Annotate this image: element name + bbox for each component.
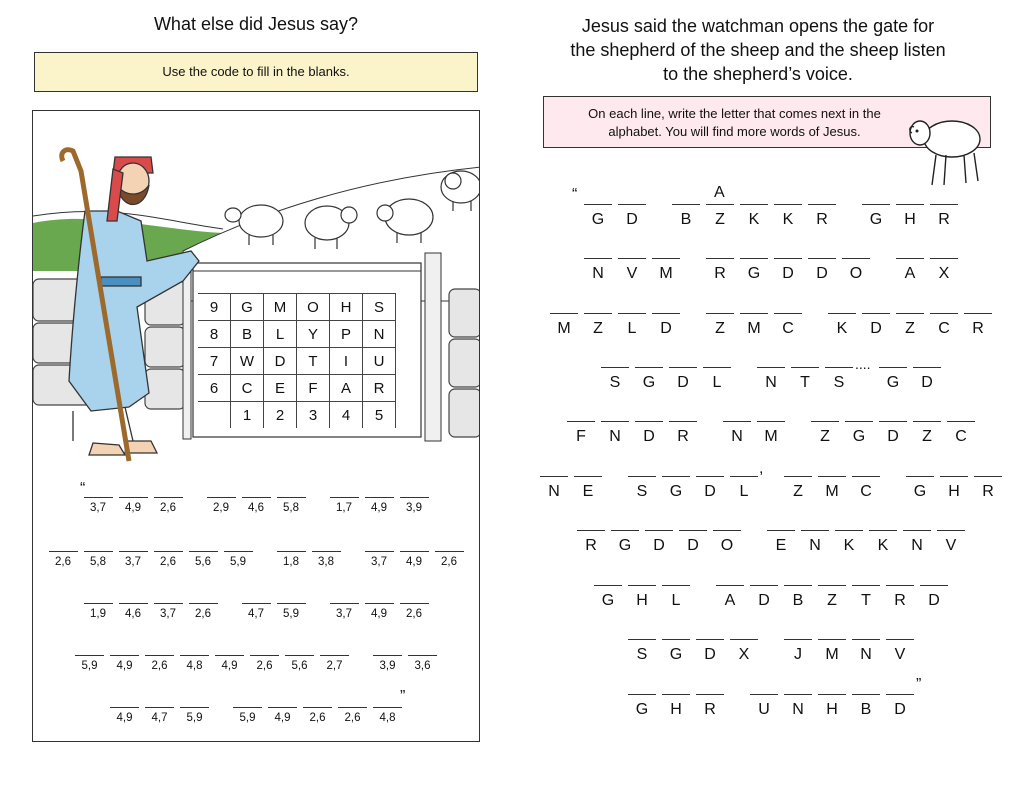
code-grid-cell: U	[363, 348, 396, 375]
letter-blank[interactable]: L	[618, 313, 646, 340]
letter-blank[interactable]: E	[574, 476, 602, 503]
letter-blank[interactable]: O	[713, 530, 741, 557]
letter-blank[interactable]: D	[618, 204, 646, 231]
letter-blank[interactable]: G	[662, 639, 690, 666]
letter-blank[interactable]: V	[937, 530, 965, 557]
letter-blank[interactable]: N	[723, 421, 751, 448]
letter-blank[interactable]: D	[862, 313, 890, 340]
letter-blank[interactable]: D	[808, 258, 836, 285]
letter-blank[interactable]: N	[852, 639, 880, 666]
letter-blank[interactable]: G	[906, 476, 934, 503]
code-grid-cell: L	[264, 321, 297, 348]
code-blank[interactable]: 2,6	[303, 707, 332, 721]
code-blank[interactable]: 4,9	[268, 707, 297, 721]
code-blank[interactable]: 4,9	[365, 497, 394, 511]
letter-blank[interactable]: G	[862, 204, 890, 231]
letter-blank[interactable]: M	[652, 258, 680, 285]
letter-blank[interactable]: G	[662, 476, 690, 503]
letter-blank[interactable]: D	[750, 585, 778, 612]
letter-blank[interactable]: M	[757, 421, 785, 448]
letter-blank[interactable]: X	[930, 258, 958, 285]
letter-blank[interactable]: N	[784, 694, 812, 721]
code-grid-cell: P	[330, 321, 363, 348]
code-blank[interactable]: 3,7	[365, 551, 394, 565]
code-blank[interactable]: 5,6	[189, 551, 218, 565]
letter-blank[interactable]: R	[886, 585, 914, 612]
letter-blank[interactable]: Z	[818, 585, 846, 612]
code-grid-row-label: 7	[198, 348, 231, 375]
letter-blank[interactable]: M	[818, 639, 846, 666]
letter-blank[interactable]: N	[601, 421, 629, 448]
right-instruction-text: On each line, write the letter that comes next in the alphabet. You will find more words of Jesus.	[588, 106, 881, 139]
letter-blank[interactable]: M	[740, 313, 768, 340]
code-blank[interactable]: 2,6	[338, 707, 367, 721]
letter-blank[interactable]: H	[662, 694, 690, 721]
letter-blank[interactable]: D	[920, 585, 948, 612]
letter-blank[interactable]: A	[716, 585, 744, 612]
letter-blank[interactable]: G	[611, 530, 639, 557]
code-grid-row-label: 8	[198, 321, 231, 348]
code-grid-column-label: 1	[231, 402, 264, 429]
letter-blank[interactable]: C	[930, 313, 958, 340]
letter-blank[interactable]: D	[669, 367, 697, 394]
letter-blank[interactable]: E	[767, 530, 795, 557]
code-blank[interactable]: 4,9	[365, 603, 394, 617]
code-blank[interactable]: 1,7	[330, 497, 359, 511]
code-blank[interactable]: 2,7	[320, 655, 349, 669]
letter-blank[interactable]: C	[852, 476, 880, 503]
code-grid-cell: F	[297, 375, 330, 402]
right-title-line-3: to the shepherd’s voice.	[663, 64, 853, 84]
code-blank[interactable]: 4,8	[180, 655, 209, 669]
letter-blank[interactable]: H	[896, 204, 924, 231]
code-blank[interactable]: 5,9	[224, 551, 253, 565]
code-grid-cell: N	[363, 321, 396, 348]
letter-blank[interactable]: D	[913, 367, 941, 394]
code-blank[interactable]: 4,9	[119, 497, 148, 511]
letter-blank[interactable]: N	[801, 530, 829, 557]
right-instruction-box	[543, 96, 991, 148]
letter-blank[interactable]: D	[652, 313, 680, 340]
letter-blank[interactable]: T	[852, 585, 880, 612]
code-blank[interactable]: 4,7	[242, 603, 271, 617]
code-blank[interactable]: 1,9	[84, 603, 113, 617]
code-blank[interactable]: 3,7	[119, 551, 148, 565]
code-blank[interactable]: 4,6	[242, 497, 271, 511]
code-grid-cell: B	[231, 321, 264, 348]
code-grid-row	[198, 321, 396, 348]
code-blank[interactable]: 3,7	[84, 497, 113, 511]
code-grid-corner	[198, 402, 231, 429]
letter-blank[interactable]: D	[774, 258, 802, 285]
letter-blank[interactable]: R	[964, 313, 992, 340]
letter-blank[interactable]: D	[886, 694, 914, 721]
letter-blank[interactable]: A	[896, 258, 924, 285]
code-blank[interactable]: 5,9	[277, 603, 306, 617]
letter-blank[interactable]: Z	[896, 313, 924, 340]
letter-blank[interactable]: R	[696, 694, 724, 721]
code-grid-cell: T	[297, 348, 330, 375]
code-blank[interactable]: 3,7	[154, 603, 183, 617]
ellipsis: ....	[855, 356, 871, 372]
letter-blank[interactable]: M	[818, 476, 846, 503]
open-quote: “	[80, 480, 86, 497]
letter-blank[interactable]: R	[706, 258, 734, 285]
code-grid-row-label: 6	[198, 375, 231, 402]
code-grid-column-labels	[198, 402, 396, 429]
letter-blank[interactable]: G	[628, 694, 656, 721]
letter-blank[interactable]: B	[852, 694, 880, 721]
letter-blank[interactable]: N	[757, 367, 785, 394]
code-blank[interactable]: 4,9	[400, 551, 429, 565]
code-blank[interactable]: 3,9	[400, 497, 429, 511]
right-title-line-2: the shepherd of the sheep and the sheep listen	[570, 40, 946, 60]
code-blank[interactable]: 3,6	[408, 655, 437, 669]
code-blank[interactable]: 2,9	[207, 497, 236, 511]
letter-blank[interactable]: M	[550, 313, 578, 340]
letter-blank[interactable]: Z	[784, 476, 812, 503]
code-blank[interactable]: 3,8	[312, 551, 341, 565]
letter-blank[interactable]: S	[628, 639, 656, 666]
sheep-icon	[906, 105, 986, 185]
letter-blank[interactable]: O	[842, 258, 870, 285]
letter-blank[interactable]: R	[974, 476, 1002, 503]
letter-blank[interactable]: V	[886, 639, 914, 666]
letter-blank[interactable]: D	[635, 421, 663, 448]
letter-blank[interactable]: Z	[706, 204, 734, 231]
code-blank[interactable]: 5,9	[180, 707, 209, 721]
code-blank[interactable]: 4,9	[110, 655, 139, 669]
letter-blank[interactable]: G	[584, 204, 612, 231]
code-grid-row-label: 9	[198, 294, 231, 321]
code-blank[interactable]: 4,6	[119, 603, 148, 617]
example-answer: A	[714, 184, 725, 201]
code-blank[interactable]: 2,6	[400, 603, 429, 617]
left-page-title: What else did Jesus say?	[153, 14, 359, 34]
letter-blank[interactable]: D	[696, 639, 724, 666]
code-blank[interactable]: 4,7	[145, 707, 174, 721]
code-blank[interactable]: 4,9	[110, 707, 139, 721]
code-grid-column-label: 4	[330, 402, 363, 429]
code-grid-cell: D	[264, 348, 297, 375]
code-blank[interactable]: 3,9	[373, 655, 402, 669]
letter-blank[interactable]: Z	[913, 421, 941, 448]
letter-blank[interactable]: L	[703, 367, 731, 394]
code-blank[interactable]: 2,6	[250, 655, 279, 669]
letter-blank[interactable]: K	[828, 313, 856, 340]
letter-blank[interactable]: Z	[811, 421, 839, 448]
code-grid-cell: Y	[297, 321, 330, 348]
letter-blank[interactable]: J	[784, 639, 812, 666]
code-grid-cell: I	[330, 348, 363, 375]
code-blank[interactable]: 5,8	[84, 551, 113, 565]
open-quote: “	[572, 186, 578, 203]
letter-blank[interactable]: T	[791, 367, 819, 394]
code-blank[interactable]: 5,9	[233, 707, 262, 721]
code-grid	[198, 293, 396, 428]
letter-blank[interactable]: R	[808, 204, 836, 231]
letter-blank[interactable]: G	[845, 421, 873, 448]
code-grid-column-label: 5	[363, 402, 396, 429]
letter-blank[interactable]: G	[594, 585, 622, 612]
letter-blank[interactable]: B	[672, 204, 700, 231]
letter-blank[interactable]: D	[645, 530, 673, 557]
code-blank[interactable]: 2,6	[145, 655, 174, 669]
letter-blank[interactable]: C	[947, 421, 975, 448]
code-blank[interactable]: 5,8	[277, 497, 306, 511]
code-grid-cell: O	[297, 294, 330, 321]
letter-blank[interactable]: R	[577, 530, 605, 557]
code-blank[interactable]: 2,6	[435, 551, 464, 565]
letter-blank[interactable]: K	[740, 204, 768, 231]
code-grid-cell: S	[363, 294, 396, 321]
letter-blank[interactable]: Z	[584, 313, 612, 340]
code-blank[interactable]: 2,6	[49, 551, 78, 565]
code-grid-row	[198, 294, 396, 321]
close-quote: ”	[916, 676, 922, 693]
letter-blank[interactable]: K	[774, 204, 802, 231]
letter-blank[interactable]: L	[662, 585, 690, 612]
letter-blank[interactable]: U	[750, 694, 778, 721]
code-grid-cell: W	[231, 348, 264, 375]
letter-blank[interactable]: D	[679, 530, 707, 557]
code-blank[interactable]: 5,6	[285, 655, 314, 669]
letter-blank[interactable]: S	[825, 367, 853, 394]
comma: ,	[759, 460, 764, 477]
code-grid-cell: M	[264, 294, 297, 321]
letter-blank[interactable]: H	[628, 585, 656, 612]
right-page-title	[543, 14, 973, 86]
code-grid-cell: H	[330, 294, 363, 321]
code-blank[interactable]: 1,8	[277, 551, 306, 565]
letter-blank[interactable]: G	[879, 367, 907, 394]
code-grid-cell: C	[231, 375, 264, 402]
letter-blank[interactable]: Z	[706, 313, 734, 340]
code-grid-column-label: 3	[297, 402, 330, 429]
letter-blank[interactable]: H	[940, 476, 968, 503]
letter-blank[interactable]: N	[584, 258, 612, 285]
letter-blank[interactable]: G	[740, 258, 768, 285]
code-grid-column-label: 2	[264, 402, 297, 429]
letter-blank[interactable]: C	[774, 313, 802, 340]
code-grid-row	[198, 348, 396, 375]
code-grid-cell: R	[363, 375, 396, 402]
letter-blank[interactable]: S	[601, 367, 629, 394]
close-quote: ”	[400, 688, 406, 705]
letter-blank[interactable]: K	[835, 530, 863, 557]
code-grid-row	[198, 375, 396, 402]
code-blank[interactable]: 4,8	[373, 707, 402, 721]
code-blank[interactable]: 4,9	[215, 655, 244, 669]
code-blank[interactable]: 2,6	[154, 497, 183, 511]
code-grid-cell: E	[264, 375, 297, 402]
letter-blank[interactable]: B	[784, 585, 812, 612]
letter-blank[interactable]: K	[869, 530, 897, 557]
letter-blank[interactable]: D	[696, 476, 724, 503]
code-grid-cell: A	[330, 375, 363, 402]
letter-blank[interactable]: R	[669, 421, 697, 448]
left-instruction-box: Use the code to fill in the blanks.	[34, 52, 478, 92]
letter-blank[interactable]: L	[730, 476, 758, 503]
letter-blank[interactable]: F	[567, 421, 595, 448]
letter-blank[interactable]: S	[628, 476, 656, 503]
code-blank[interactable]: 3,7	[330, 603, 359, 617]
code-blank[interactable]: 2,6	[154, 551, 183, 565]
letter-blank[interactable]: N	[540, 476, 568, 503]
code-blank[interactable]: 2,6	[189, 603, 218, 617]
letter-blank[interactable]: G	[635, 367, 663, 394]
letter-blank[interactable]: X	[730, 639, 758, 666]
letter-blank[interactable]: H	[818, 694, 846, 721]
letter-blank[interactable]: N	[903, 530, 931, 557]
right-title-line-1: Jesus said the watchman opens the gate for	[581, 16, 935, 36]
code-blank[interactable]: 5,9	[75, 655, 104, 669]
code-grid-cell: G	[231, 294, 264, 321]
letter-blank[interactable]: R	[930, 204, 958, 231]
letter-blank[interactable]: D	[879, 421, 907, 448]
letter-blank[interactable]: V	[618, 258, 646, 285]
